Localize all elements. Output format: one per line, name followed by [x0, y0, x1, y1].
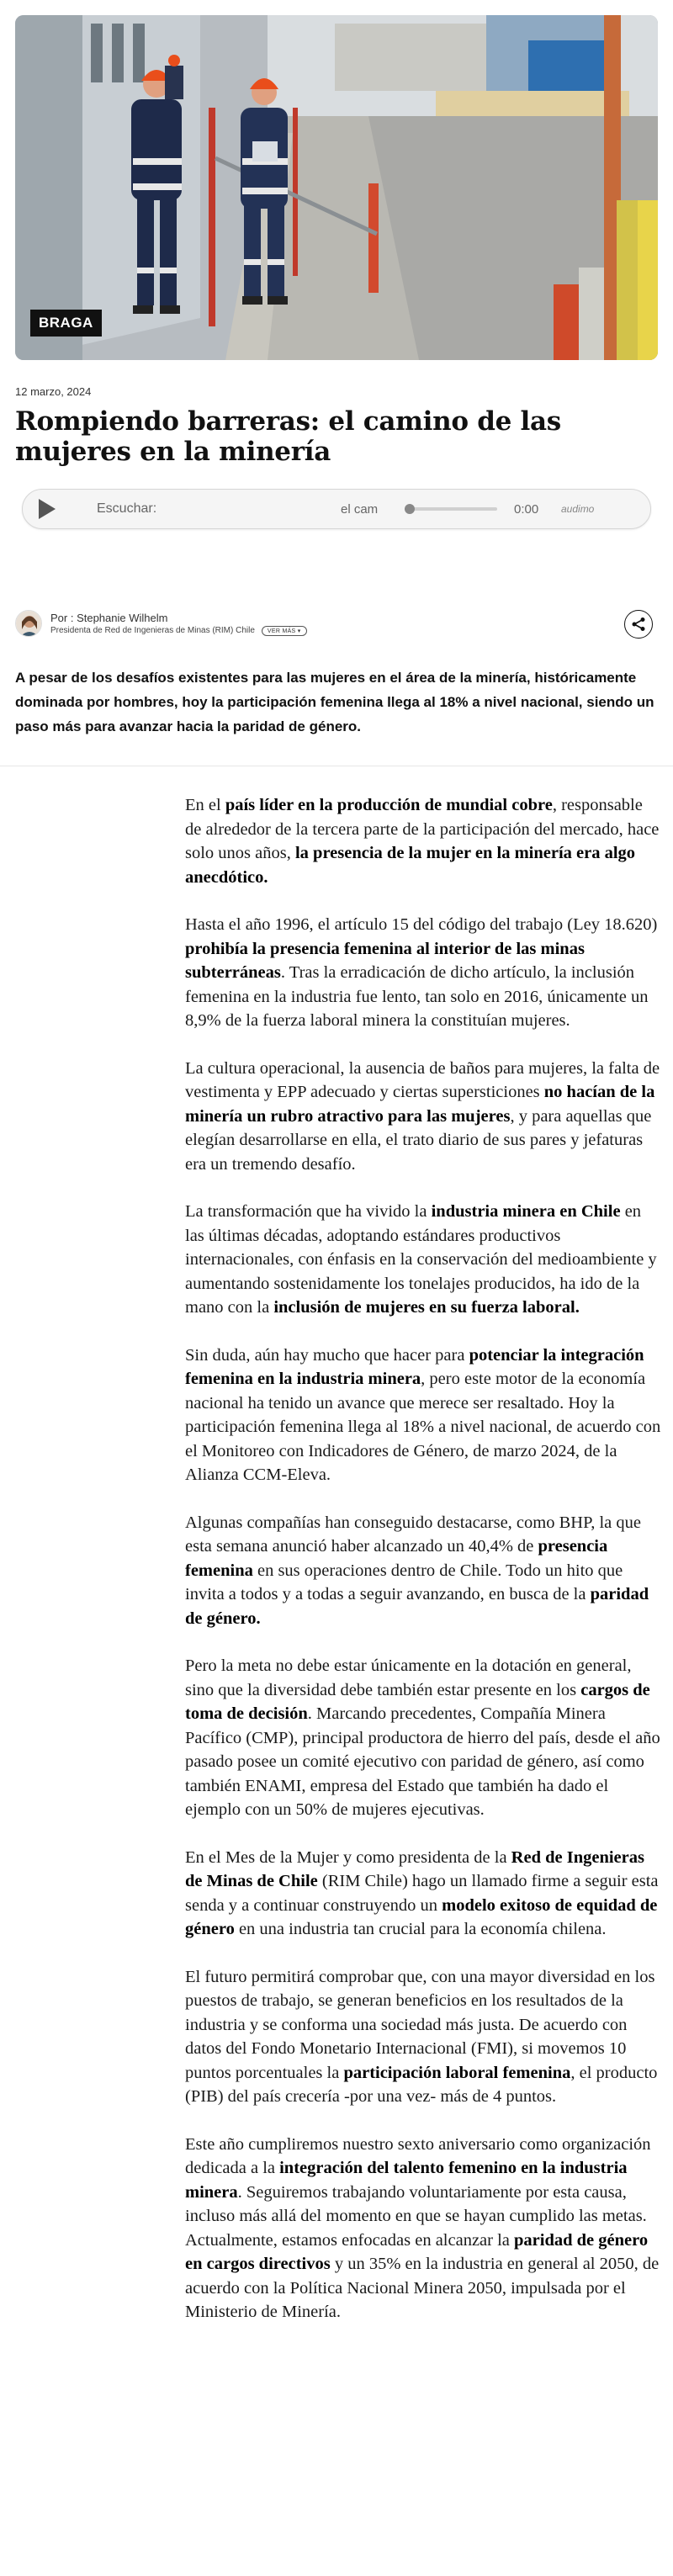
body-text: (RIM Chile) hago un llamado firme a seguir esta senda y a continuar construyendo un [185, 1872, 659, 1915]
body-paragraph [185, 1846, 661, 1942]
author-avatar [15, 610, 42, 637]
body-emphasis: Red de Ingenieras de Minas de Chile [185, 1847, 644, 1890]
body-text: , responsable de alrededor de la tercera parte de la participación del mercado, hace solo unos años, [185, 796, 660, 862]
body-text: . Tras la erradicación de dicho artículo, la inclusión femenina en la industria fue lento, tan solo en 2016, únicamente un 8,9% de la fuerza laboral minera la constituían mujeres. [185, 963, 649, 1030]
progress-knob[interactable] [405, 504, 415, 514]
body-text: En el Mes de la Mujer y como presidenta de la [185, 1847, 511, 1867]
body-emphasis: presencia femenina [185, 1537, 608, 1580]
body-text: El futuro permitirá comprobar que, con una mayor diversidad en los puestos de trabajo, se generan beneficios en los resultados de la industria y se conforma una sociedad más justa. De acuerdo con datos del Fondo Monetario Internacional (FMI), si movemos 10 puntos porcentuales la [185, 1967, 655, 2082]
body-emphasis: participación laboral femenina [343, 2063, 571, 2082]
player-brand[interactable]: audimo [561, 503, 595, 515]
body-text: en una industria tan crucial para la economía chilena. [234, 1920, 607, 1938]
body-text: , y para aquellas que elegían desarrollarse en ella, el trato diario de sus pares y jefaturas era un tremendo desafío. [185, 1106, 652, 1174]
hero-photo [15, 15, 658, 360]
body-text: y un 35% en la industria en general al 2050, de acuerdo con la Política Nacional Minera 2050, impulsada por el Ministerio de Minería. [185, 2255, 660, 2321]
article-page [0, 15, 673, 2324]
author-role: Presidenta de Red de Ingenieras de Minas (RIM) Chile [50, 626, 255, 635]
ver-mas-label: VER MÁS [267, 628, 296, 634]
body-emphasis: integración del talento femenino en la industria minera [185, 2159, 628, 2202]
body-text: La cultura operacional, la ausencia de baños para mujeres, la falta de vestimenta y EPP adecuado y ciertas supersticiones [185, 1058, 660, 1101]
body-text: La transformación que ha vivido la [185, 1202, 432, 1221]
article-date: 12 marzo, 2024 [15, 385, 92, 398]
avatar-image [16, 611, 42, 637]
body-emphasis: industria minera en Chile [431, 1202, 621, 1221]
body-emphasis: potenciar la integración femenina en la industria minera [185, 1345, 644, 1388]
article-body [185, 793, 661, 2324]
body-text: , el producto (PIB) del país crecería -por una vez- más de 4 puntos. [185, 2063, 658, 2106]
body-emphasis: cargos de toma de decisión [185, 1680, 650, 1723]
body-paragraph [185, 2133, 661, 2324]
body-paragraph [185, 1965, 661, 2109]
body-paragraph [185, 913, 661, 1033]
body-text: Sin duda, aún hay mucho que hacer para [185, 1345, 469, 1365]
body-paragraph [185, 1344, 661, 1487]
body-text: . Seguiremos trabajando voluntariamente por esta causa, incluso más allá del momento en que se hayan cumplido las metas. Actualmente, estamos enfocadas en alcanzar la [185, 2182, 647, 2250]
body-emphasis: la presencia de la mujer en la minería era algo anecdótico. [185, 844, 636, 887]
body-text: en las últimas décadas, adoptando estándares productivos internacionales, con énfasis en la conservación del medioambiente y aumentando sostenidamente los tonelajes producidos, ha ido de la mano con la [185, 1202, 657, 1317]
audio-player [22, 489, 651, 529]
play-icon [37, 498, 57, 520]
body-emphasis: prohibía la presencia femenina al interior de las minas subterráneas [185, 939, 585, 982]
player-time: 0:00 [514, 501, 539, 517]
ver-mas-button[interactable]: VER MÁS ▾ [262, 626, 307, 636]
author-block [15, 607, 658, 640]
share-icon [631, 617, 646, 632]
body-emphasis: no hacían de la minería un rubro atractivo para las mujeres [185, 1083, 655, 1126]
player-label: Escuchar: [97, 501, 157, 516]
body-paragraph [185, 1511, 661, 1631]
body-emphasis: modelo exitoso de equidad de género [185, 1895, 658, 1938]
author-name: Por : Stephanie Wilhelm [50, 611, 168, 624]
body-text: En el [185, 796, 225, 814]
article-title: Rompiendo barreras: el camino de las mujeres en la minería [15, 406, 561, 467]
body-emphasis: paridad de género en cargos directivos [185, 2230, 649, 2273]
body-paragraph [185, 1200, 661, 1320]
share-button[interactable] [624, 610, 653, 639]
body-emphasis: paridad de género. [185, 1585, 649, 1628]
body-paragraph [185, 1057, 661, 1177]
body-text: Este año cumpliremos nuestro sexto aniversario como organización dedicada a la [185, 2134, 651, 2177]
body-text: Algunas compañías han conseguido destacarse, como BHP, la que esta semana anunció haber alcanzado un 40,4% de [185, 1513, 641, 1556]
player-marquee: el cam [341, 501, 379, 517]
body-text: Pero la meta no debe estar únicamente en la dotación en general, sino que la diversidad debe también estar presente en los [185, 1656, 632, 1699]
body-text: . Marcando precedentes, Compañía Minera Pacífico (CMP), principal productora de hierro del país, desde el año pasado posee un comité ejecutivo con paridad de género, así como también ENAMI, empresa del Estado que también ha dado el ejemplo con un 50% de mujeres ejecutivas. [185, 1704, 660, 1819]
progress-track[interactable] [405, 507, 497, 511]
hero-image [15, 15, 658, 360]
body-text: , pero este motor de la economía nacional ha tenido un avance que merece ser resaltado. Hoy la participación femenina llega al 18% a nivel nacional, de acuerdo con el Monitoreo con Indicadores de Género, de marzo 2024, de la Alianza CCM-Eleva. [185, 1370, 661, 1484]
hero-tag: BRAGA [30, 310, 102, 337]
author-role-line [50, 626, 307, 636]
body-emphasis: inclusión de mujeres en su fuerza laboral. [273, 1298, 580, 1317]
body-text: Hasta el año 1996, el artículo 15 del código del trabajo (Ley 18.620) [185, 915, 658, 934]
body-emphasis: país líder en la producción de mundial cobre [225, 796, 553, 814]
body-text: en sus operaciones dentro de Chile. Todo un hito que invita a todos y a todas a seguir avanzando, en busca de la [185, 1561, 623, 1603]
body-paragraph [185, 1654, 661, 1822]
play-button[interactable] [34, 496, 60, 522]
body-paragraph [185, 793, 661, 889]
article-lead: A pesar de los desafíos existentes para las mujeres en el área de la minería, históricamente dominada por hombres, hoy la participación femenina llega al 18% a nivel nacional, siendo un paso más para avanzar hacia la paridad de género. [15, 670, 654, 734]
